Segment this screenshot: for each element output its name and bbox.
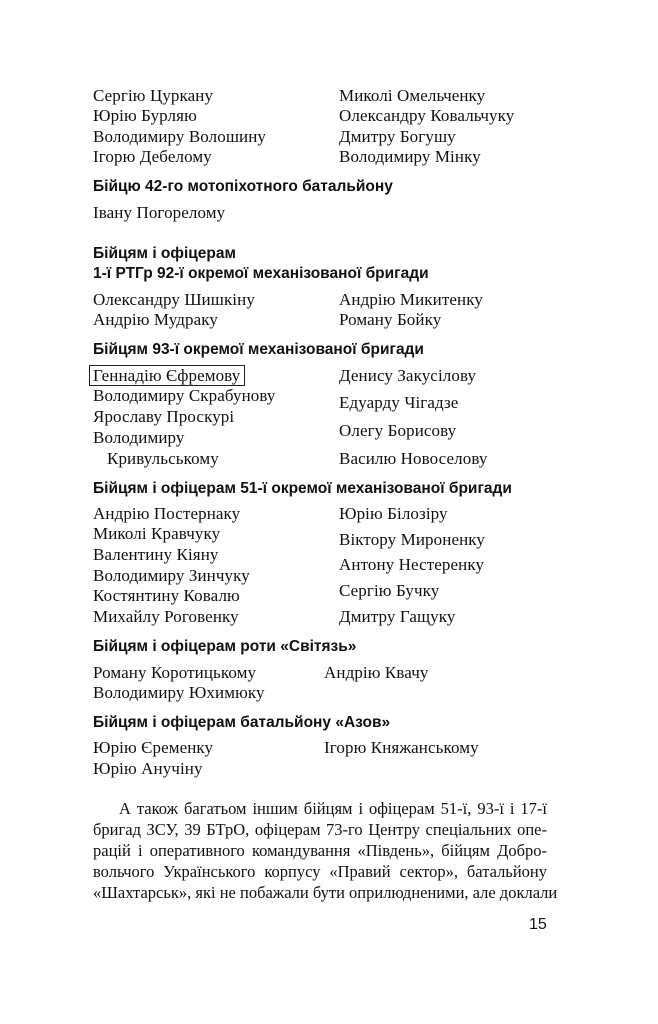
name-entry: Сергію Цуркану <box>93 86 214 105</box>
name-entry: Олегу Борисову <box>339 421 457 440</box>
name-entry: Денису Закусілову <box>339 366 477 385</box>
name-entry: Юрію Єременку <box>93 738 214 757</box>
section-heading: Бійцям і офіцерам 51-ї окремої механізованої бригади <box>93 480 512 497</box>
name-entry: Володимиру Зинчуку <box>93 566 250 585</box>
highlight-box: Геннадію Єфремову <box>89 365 245 386</box>
name-entry: Василю Новоселову <box>339 449 488 468</box>
name-entry: Андрію Микитенку <box>339 290 483 309</box>
name-entry: Миколі Кравчуку <box>93 524 221 543</box>
name-entry: Кривульському <box>107 449 219 468</box>
section-heading: Бійцям і офіцерам батальйону «Азов» <box>93 714 391 731</box>
section-heading: Бійцю 42-го мотопіхотного батальйону <box>93 178 393 195</box>
section-heading: Бійцям 93-ї окремої механізованої бригади <box>93 341 424 358</box>
name-entry: Антону Нестеренку <box>339 555 485 574</box>
name-entry: Олександру Шишкіну <box>93 290 255 309</box>
name-entry: Костянтину Ковалю <box>93 586 240 605</box>
name-entry: Юрію Білозіру <box>339 504 448 523</box>
name-entry: Роману Коротицькому <box>93 663 257 682</box>
name-entry: Івану Погорелому <box>93 203 226 222</box>
paragraph-line: вольчого Українського корпусу «Правий сектор», батальйону <box>93 862 547 881</box>
name-entry: Володимиру Юхимюку <box>93 683 265 702</box>
name-entry: Володимиру Скрабунову <box>93 386 276 405</box>
name-entry: Едуарду Чігадзе <box>339 393 459 412</box>
name-entry: Роману Бойку <box>339 310 442 329</box>
name-entry: Ігорю Княжанському <box>324 738 479 757</box>
name-entry: Юрію Анучіну <box>93 759 203 778</box>
section-heading: Бійцям і офіцерам роти «Світязь» <box>93 638 357 655</box>
section-heading: Бійцям і офіцерам <box>93 245 236 262</box>
page-number: 15 <box>529 916 547 933</box>
name-entry: Володимиру <box>93 428 185 447</box>
name-entry: Миколі Омельченку <box>339 86 486 105</box>
name-entry: Андрію Постернаку <box>93 504 241 523</box>
name-entry: Володимиру Мінку <box>339 147 481 166</box>
name-entry: Юрію Бурляю <box>93 106 197 125</box>
name-entry: Ігорю Дебелому <box>93 147 212 166</box>
section-heading: 1-ї РТГр 92-ї окремої механізованої бригади <box>93 265 429 282</box>
paragraph-line: рацій і оперативного командування «Південь», бійцям Добро- <box>93 841 547 860</box>
paragraph-line: бригад ЗСУ, 39 БТрО, офіцерам 73-го Центру спеціальних опе- <box>93 820 547 839</box>
closing-paragraph <box>93 798 558 903</box>
name-entry: Віктору Мироненку <box>339 530 486 549</box>
name-entry: Андрію Мудраку <box>93 310 218 329</box>
name-entry: Володимиру Волошину <box>93 127 267 146</box>
name-entry: Андрію Квачу <box>324 663 429 682</box>
name-entry: Валентину Кіяну <box>93 545 219 564</box>
name-entry: Сергію Бучку <box>339 581 440 600</box>
name-entry: Дмитру Гащуку <box>339 607 456 626</box>
name-entry: Михайлу Роговенку <box>93 607 239 626</box>
name-entry: Дмитру Богушу <box>339 127 456 146</box>
name-entry: Ярославу Проскурі <box>93 407 235 426</box>
paragraph-line: «Шахтарськ», які не побажали бути оприлюдненими, але доклали <box>93 883 558 902</box>
paragraph-line: А також багатьом іншим бійцям і офіцерам 51-ї, 93-ї і 17-ї <box>119 799 547 818</box>
name-entry-boxed <box>93 366 245 386</box>
name-entry: Олександру Ковальчуку <box>339 106 515 125</box>
